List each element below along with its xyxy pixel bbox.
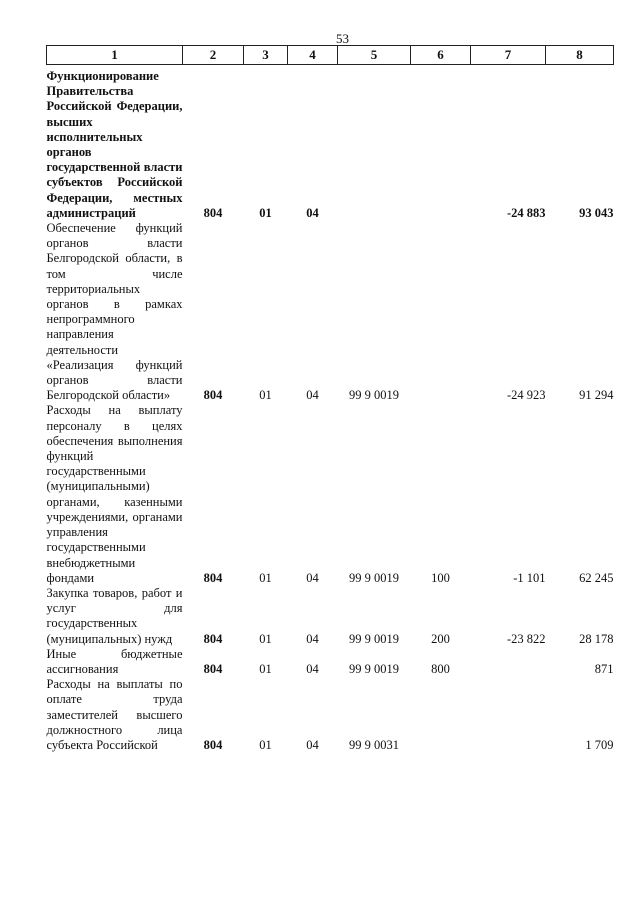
cell-ministry: 804 xyxy=(203,205,223,220)
cell-ministry: 804 xyxy=(203,570,223,585)
column-header: 2 xyxy=(183,46,244,65)
cell-section: 01 xyxy=(259,388,272,403)
cell-section: 01 xyxy=(259,631,272,646)
cell-target-article xyxy=(338,69,411,221)
cell-target-article: 99 9 0031 xyxy=(349,737,399,752)
row-description: Обеспечение функций органов власти Белгородской области, в том числе территориальных органов в рамках непрограммного направления деятельности «Реализация функций органов власти Белгородской области» xyxy=(46,221,183,403)
cell-ministry: 804 xyxy=(203,631,223,646)
cell-amount: 62 245 xyxy=(579,570,614,585)
budget-table xyxy=(46,45,614,753)
cell-section: 01 xyxy=(259,205,272,220)
cell-amount: 93 043 xyxy=(579,205,614,220)
row-description: Расходы на выплату персоналу в целях обеспечения выполнения функций государственными (муниципальными) органами, казенными учреждениями, органами управления государственными внебюджетными фондами xyxy=(46,403,183,585)
column-header: 5 xyxy=(338,46,411,65)
cell-target-article: 99 9 0019 xyxy=(349,661,399,676)
table-row xyxy=(47,403,614,585)
column-header: 3 xyxy=(244,46,288,65)
cell-amount: 871 xyxy=(594,661,614,676)
cell-expense-type: 200 xyxy=(431,631,450,646)
row-description: Функционирование Правительства Российской Федерации, высших исполнительных органов государственной власти субъектов Российской Федерации, местных администраций xyxy=(46,69,183,220)
cell-subsection: 04 xyxy=(306,631,319,646)
cell-ministry: 804 xyxy=(203,737,223,752)
column-header: 1 xyxy=(47,46,183,65)
cell-ministry: 804 xyxy=(203,388,223,403)
cell-amount: 28 178 xyxy=(579,631,614,646)
cell-target-article: 99 9 0019 xyxy=(349,631,399,646)
row-description: Иные бюджетные ассигнования xyxy=(46,646,183,676)
table-row xyxy=(47,677,614,753)
cell-target-article: 99 9 0019 xyxy=(349,570,399,585)
cell-expense-type xyxy=(411,677,471,753)
cell-section: 01 xyxy=(259,570,272,585)
table-row xyxy=(47,647,614,677)
cell-amount: 91 294 xyxy=(579,388,614,403)
table-header-row xyxy=(47,46,614,65)
cell-amount: 1 709 xyxy=(585,737,614,752)
cell-expense-type xyxy=(411,221,471,403)
cell-subsection: 04 xyxy=(306,388,319,403)
page-number: 53 xyxy=(336,31,349,46)
cell-section: 01 xyxy=(259,737,272,752)
cell-expense-type xyxy=(411,69,471,221)
table-row xyxy=(47,69,614,221)
cell-subsection: 04 xyxy=(306,205,319,220)
cell-change: -24 883 xyxy=(506,205,546,220)
column-header: 4 xyxy=(288,46,338,65)
row-description: Расходы на выплаты по оплате труда заместителей высшего должностного лица субъекта Российской xyxy=(46,677,183,752)
cell-section: 01 xyxy=(259,661,272,676)
cell-ministry: 804 xyxy=(203,661,223,676)
row-description: Закупка товаров, работ и услуг для государственных (муниципальных) нужд xyxy=(46,585,183,646)
cell-subsection: 04 xyxy=(306,737,319,752)
cell-change: -1 101 xyxy=(513,570,546,585)
cell-subsection: 04 xyxy=(306,661,319,676)
cell-target-article: 99 9 0019 xyxy=(349,388,399,403)
cell-change: -23 822 xyxy=(506,631,546,646)
table-row xyxy=(47,221,614,403)
cell-expense-type: 100 xyxy=(431,570,450,585)
cell-change xyxy=(471,677,546,753)
column-header: 8 xyxy=(546,46,614,65)
column-header: 7 xyxy=(471,46,546,65)
table-row xyxy=(47,586,614,647)
column-header: 6 xyxy=(411,46,471,65)
cell-expense-type: 800 xyxy=(431,661,450,676)
cell-change: -24 923 xyxy=(506,388,546,403)
cell-change xyxy=(471,647,546,677)
cell-subsection: 04 xyxy=(306,570,319,585)
